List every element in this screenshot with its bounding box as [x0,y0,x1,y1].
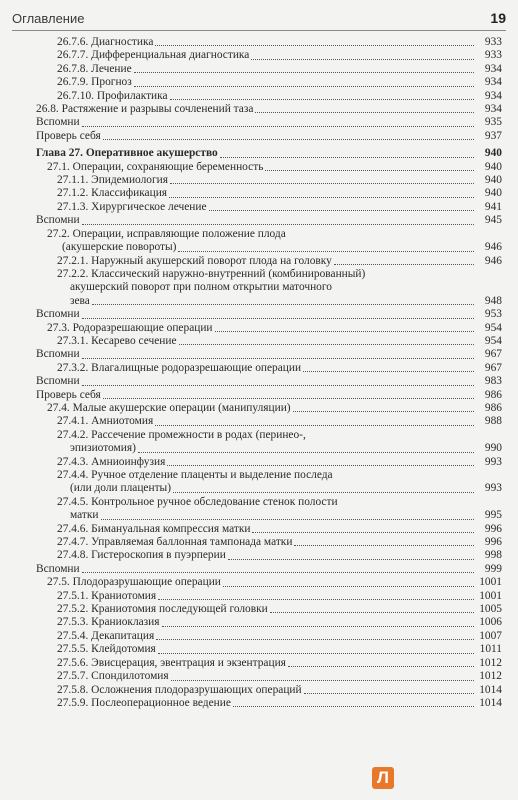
toc-entry-page: 998 [484,549,502,562]
toc-leader-dots [228,558,474,560]
toc-entry-title: 27.4.7. Управляемая баллонная тампонада матки [57,536,293,549]
toc-leader-dots [103,138,474,140]
toc-entry-page: 1011 [479,643,502,656]
toc-leader-dots [179,343,474,345]
toc-leader-dots [134,71,474,73]
toc-leader-dots [134,85,474,87]
toc-entry-page: 935 [484,116,502,129]
toc-leader-dots [82,384,474,386]
toc-leader-dots [265,169,474,171]
toc-entry [0,362,518,375]
toc-entry [0,402,518,415]
toc-entry-title: 27.1. Операции, сохраняющие беременность [47,160,264,173]
toc-entry-page: 995 [484,509,502,522]
toc-entry-title: 27.4. Малые акушерские операции (манипуляции) [47,401,291,414]
toc-entry-page: 945 [484,214,502,227]
toc-entry-page: 933 [484,36,502,48]
toc-entry-title: эпизиотомия) [70,442,136,455]
toc-leader-dots [158,652,474,654]
toc-entry-page: 940 [484,187,502,200]
page-number: 19 [490,10,506,26]
toc-entry-page: 1001 [479,576,502,589]
toc-leader-dots [103,397,474,399]
toc-entry-page: 946 [484,254,502,267]
toc-entry-continuation [0,281,518,294]
toc-entry-title: Проверь себя [36,129,101,142]
toc-leader-dots [101,518,475,520]
toc-entry-continuation [0,482,518,495]
toc-entry [0,147,518,160]
toc-entry [0,657,518,670]
toc-entry-page: 1014 [479,696,502,709]
toc-entry [0,603,518,616]
toc-leader-dots [173,491,474,493]
toc-entry-title: 27.4.8. Гистероскопия в пуэрперии [57,549,226,562]
toc-entry-page: 948 [484,294,502,307]
toc-leader-dots [255,111,474,113]
toc-entry-title: 27.1.2. Классификация [57,187,168,200]
toc-entry [0,76,518,89]
toc-entry-page: 1006 [479,616,502,629]
toc-leader-dots [171,679,474,681]
toc-entry-title: 27.5.1. Краниотомия [57,589,157,602]
toc-entry-page: 986 [484,388,502,401]
toc-entry-page: 1012 [479,670,502,683]
toc-entry [0,576,518,589]
toc-entry-page: 953 [484,308,502,321]
toc-entry-continuation [0,241,518,254]
toc-entry [0,322,518,335]
toc-entry [0,429,518,442]
toc-entry-page: 934 [484,76,502,89]
toc-entry [0,187,518,200]
toc-leader-dots [158,598,474,600]
toc-entry-title: 27.5.9. Послеоперационное ведение [57,696,231,709]
toc-leader-dots [252,531,474,533]
toc-entry [0,49,518,62]
toc-entry-title: 27.2.1. Наружный акушерский поворот плода на головку [57,254,332,267]
toc-entry [0,161,518,174]
toc-entry-page: 996 [484,536,502,549]
toc-leader-dots [215,330,474,332]
toc-entry-title: 27.4.4. Ручное отделение плаценты и выделение последа [57,469,333,481]
toc-entry [0,643,518,656]
toc-entry-title: 27.4.3. Амниоинфузия [57,455,166,468]
toc-entry-page: 993 [484,455,502,468]
toc-entry-title: 27.5.3. Краниоклазия [57,616,160,629]
toc-entry [0,348,518,361]
toc-entry-title: Проверь себя [36,388,101,401]
toc-entry-page: 986 [484,401,502,414]
toc-entry-title: (или доли плаценты) [70,482,171,495]
toc-entry-title: 26.8. Растяжение и разрывы сочленений таза [36,103,254,116]
toc-entry-title: Вспомни [36,308,80,321]
toc-entry-title: 27.4.5. Контрольное ручное обследование стенок полости [57,495,338,508]
toc-entry-title: 27.5.6. Эвисцерация, эвентрация и экзентрация [57,656,286,669]
toc-leader-dots [170,98,474,100]
toc-entry [0,684,518,697]
toc-entry-page: 934 [484,103,502,116]
toc-entry [0,469,518,482]
toc-entry-page: 946 [484,241,502,254]
toc-leader-dots [82,317,474,319]
toc-leader-dots [293,410,474,412]
toc-entry-page: 999 [484,562,502,575]
toc-entry [0,90,518,103]
toc-entry-page: 954 [484,321,502,334]
toc-entry [0,174,518,187]
toc-entry [0,563,518,576]
toc-entry-title: 26.7.7. Дифференциальная диагностика [57,49,250,62]
toc-entry-page: 988 [484,415,502,428]
toc-entry-title: 27.5.8. Осложнения плодоразрушающих операций [57,683,302,696]
toc-entry-title: 27.5.2. Краниотомия последующей головки [57,603,268,616]
toc-entry [0,255,518,268]
toc-entry-page: 941 [484,200,502,213]
toc-leader-dots [294,544,474,546]
toc-leader-dots [209,209,474,211]
toc-entry [0,201,518,214]
toc-leader-dots [220,156,474,158]
toc-entry-page: 933 [484,49,502,62]
toc-entry [0,116,518,129]
toc-entry-page: 940 [484,147,502,160]
toc-entry-title: Вспомни [36,214,80,227]
toc-entry [0,616,518,629]
toc-entry-page: 1014 [479,683,502,696]
toc-entry [0,36,518,49]
toc-entry [0,496,518,509]
toc-entry-title: зева [70,294,90,307]
toc-entry-title: 27.4.2. Рассечение промежности в родах (перинео-, [57,428,306,441]
toc-entry-title: 27.3. Родоразрешающие операции [47,321,213,334]
labirint-logo-icon: Л [372,767,394,789]
toc-leader-dots [288,665,474,667]
toc-entry-title: 27.3.1. Кесарево сечение [57,334,177,347]
toc-entry-title: 27.3.2. Влагалищные родоразрешающие операции [57,361,302,374]
toc-entry-page: 967 [484,348,502,361]
toc-entry-title: Глава 27. Оперативное акушерство [36,147,218,160]
toc-entry-title: 27.4.1. Амниотомия [57,415,154,428]
toc-entry-title: 27.5.4. Декапитация [57,629,155,642]
toc-entry-title: Вспомни [36,562,80,575]
toc-leader-dots [303,370,474,372]
toc-leader-dots [170,182,474,184]
toc-entry-title: 27.1.1. Эпидемиология [57,174,168,187]
toc-entry-title: Вспомни [36,375,80,388]
toc-entry-page: 1005 [479,603,502,616]
toc-entry-title: 26.7.6. Диагностика [57,36,154,48]
toc-entry [0,456,518,469]
toc-entry [0,335,518,348]
toc-entry-page: 934 [484,89,502,102]
toc-entry-page: 1001 [479,589,502,602]
toc-entry-page: 1007 [479,629,502,642]
toc-leader-dots [82,571,474,573]
toc-entry-title: 27.4.6. Бимануальная компрессия матки [57,522,251,535]
toc-entry-title: 26.7.10. Профилактика [57,89,168,102]
toc-entry [0,268,518,281]
toc-entry [0,214,518,227]
toc-entry-title: Вспомни [36,348,80,361]
toc-entry-page: 1012 [479,656,502,669]
toc-leader-dots [162,625,474,627]
toc-entry [0,308,518,321]
toc-entry [0,103,518,116]
toc-entry [0,389,518,402]
toc-entry-page: 934 [484,62,502,75]
toc-leader-dots [155,424,474,426]
toc-leader-dots [270,611,474,613]
toc-entry-title: акушерский поворот при полном открытии маточного [70,281,332,294]
toc-leader-dots [178,250,474,252]
toc-entry-page: 940 [484,174,502,187]
toc-entry-title: 27.5. Плодоразрушающие операции [47,576,221,589]
table-of-contents [0,36,518,710]
toc-entry [0,63,518,76]
toc-leader-dots [138,451,474,453]
toc-entry [0,590,518,603]
toc-entry [0,375,518,388]
toc-entry-page: 937 [484,129,502,142]
running-head-title: Оглавление [12,11,85,26]
toc-entry-continuation [0,295,518,308]
toc-entry-continuation [0,442,518,455]
toc-entry-page: 993 [484,482,502,495]
toc-leader-dots [304,692,474,694]
toc-entry [0,549,518,562]
toc-leader-dots [167,464,474,466]
toc-entry-title: Вспомни [36,116,80,129]
toc-leader-dots [334,263,474,265]
toc-entry-title: 27.2. Операции, исправляющие положение плода [47,227,286,240]
toc-leader-dots [92,303,474,305]
toc-entry [0,536,518,549]
toc-entry-title: 27.1.3. Хирургическое лечение [57,200,207,213]
toc-entry-page: 940 [484,160,502,173]
running-head [12,8,506,31]
toc-entry [0,630,518,643]
toc-entry [0,697,518,710]
toc-entry [0,130,518,143]
toc-leader-dots [82,223,474,225]
toc-leader-dots [155,44,474,46]
toc-entry-page: 954 [484,334,502,347]
toc-entry [0,670,518,683]
toc-leader-dots [82,125,474,127]
toc-entry-title: 27.5.5. Клейдотомия [57,643,156,656]
toc-entry-title: 27.5.7. Спондилотомия [57,670,169,683]
toc-leader-dots [169,196,474,198]
toc-entry-title: 27.2.2. Классический наружно-внутренний (комбинированный) [57,267,366,280]
toc-entry [0,228,518,241]
toc-entry [0,523,518,536]
toc-leader-dots [251,58,474,60]
toc-entry-page: 990 [484,442,502,455]
toc-entry-page: 983 [484,375,502,388]
toc-entry-title: (акушерские повороты) [62,241,177,254]
toc-entry-page: 996 [484,522,502,535]
toc-entry [0,415,518,428]
toc-entry-title: матки [70,509,99,522]
toc-entry-page: 967 [484,361,502,374]
toc-leader-dots [233,705,474,707]
toc-leader-dots [156,638,474,640]
toc-entry-title: 26.7.8. Лечение [57,62,132,75]
toc-leader-dots [82,357,474,359]
toc-leader-dots [223,585,474,587]
toc-entry-title: 26.7.9. Прогноз [57,76,132,89]
toc-entry-continuation [0,509,518,522]
